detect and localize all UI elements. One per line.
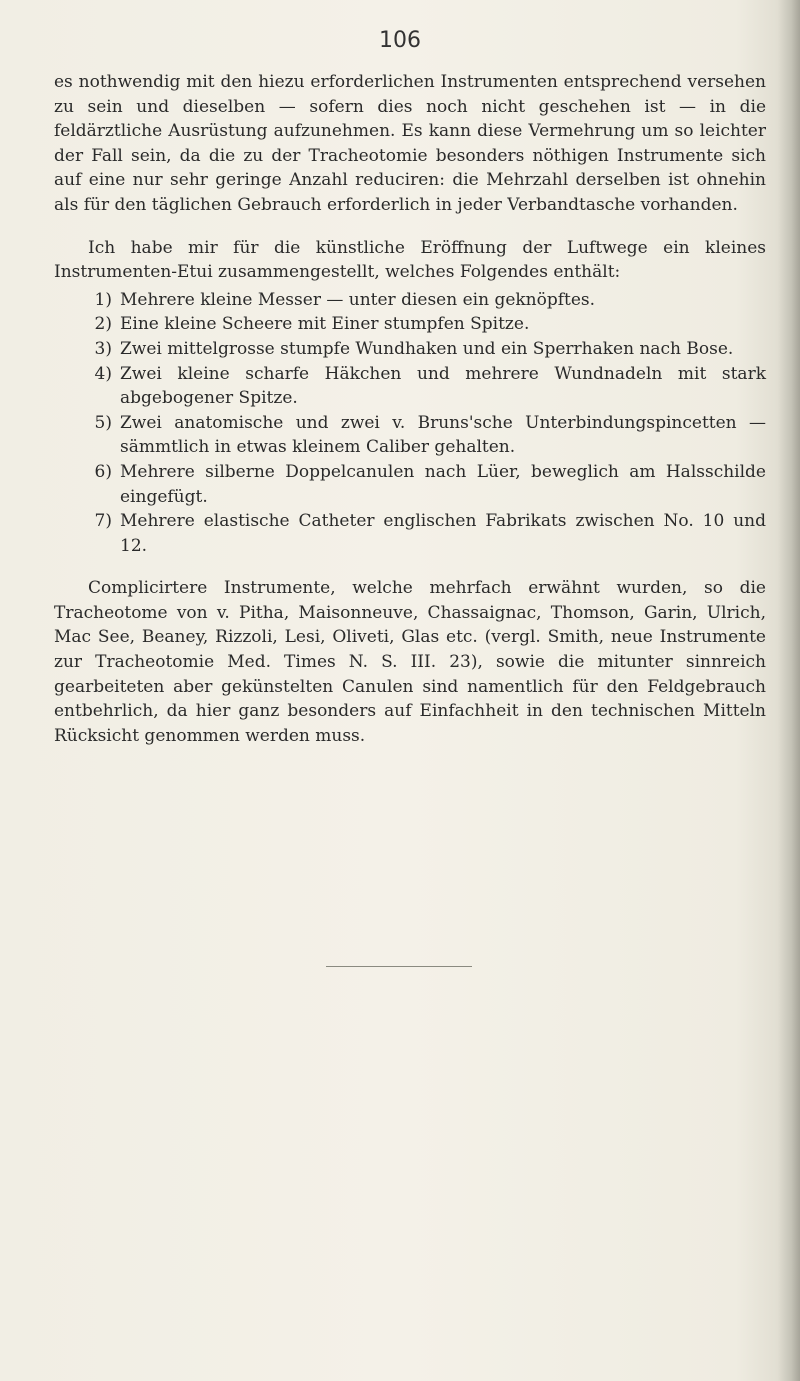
paragraph-2: Ich habe mir für die künstliche Eröffnung der Luftwege ein kleines Instrumenten-Etui zusammengestellt, welches Folgendes enthält: bbox=[54, 237, 766, 283]
list-item-text: Mehrere kleine Messer — unter diesen ein geknöpftes. bbox=[120, 289, 596, 310]
page-body bbox=[54, 70, 766, 748]
page-edge-shadow bbox=[778, 0, 800, 1381]
list-item bbox=[54, 288, 766, 313]
paragraph-1: es nothwendig mit den hiezu erforderlichen Instrumenten entsprechend versehen zu sein und dieselben — sofern dies noch nicht geschehen ist — in die feldärztliche Ausrüstung aufzunehmen. Es kann diese Vermehrung um so leichter der Fall sein, da die zu der Tracheotomie besonders nöthigen Instrumente sich auf eine nur sehr geringe Anzahl reduciren: die Mehrzahl derselben ist ohnehin als für den täglichen Gebrauch erforderlich in jeder Verbandtasche vorhanden. bbox=[54, 72, 766, 215]
list-item-number: 2) bbox=[94, 314, 112, 335]
list-item-text: Zwei anatomische und zwei v. Bruns'sche Unterbindungspincetten — sämmtlich in etwas kleinem Caliber gehalten. bbox=[120, 412, 766, 458]
list-item-number: 4) bbox=[94, 363, 112, 384]
list-item bbox=[54, 509, 766, 558]
list-item bbox=[54, 312, 766, 337]
list-item-text: Eine kleine Scheere mit Einer stumpfen Spitze. bbox=[120, 314, 530, 335]
list-item-number: 5) bbox=[94, 412, 112, 433]
list-item-text: Zwei mittelgrosse stumpfe Wundhaken und ein Sperrhaken nach Bose. bbox=[120, 338, 734, 359]
list-item-number: 3) bbox=[94, 338, 112, 359]
list-item bbox=[54, 337, 766, 362]
list-item bbox=[54, 411, 766, 460]
list-item-number: 1) bbox=[94, 289, 112, 310]
page-number: 106 bbox=[379, 28, 421, 53]
list-item-text: Mehrere silberne Doppelcanulen nach Lüer, beweglich am Halsschilde eingefügt. bbox=[120, 461, 766, 507]
list-item-text: Zwei kleine scharfe Häkchen und mehrere Wundnadeln mit stark abgebogener Spitze. bbox=[120, 363, 766, 409]
list-item bbox=[54, 460, 766, 509]
list-item bbox=[54, 362, 766, 411]
list-item-number: 7) bbox=[94, 511, 112, 532]
list-item-number: 6) bbox=[94, 461, 112, 482]
closing-paragraph: Complicirtere Instrumente, welche mehrfach erwähnt wurden, so die Tracheotome von v. Pitha, Maisonneuve, Chassaignac, Thomson, Garin, Ulrich, Mac See, Beaney, Rizzoli, Lesi, Oliveti, Glas etc. (vergl. Smith, neue Instrumente zur Tracheotomie Med. Times N. S. III. 23), sowie die mitunter sinnreich gearbeiteten aber gekünstelten Canulen sind namentlich für den Feldgebrauch entbehrlich, da hier ganz besonders auf Einfachheit in den technischen Mitteln Rücksicht genommen werden muss. bbox=[54, 578, 766, 746]
section-divider bbox=[326, 966, 472, 967]
instrument-list bbox=[54, 288, 766, 559]
list-item-text: Mehrere elastische Catheter englischen Fabrikats zwischen No. 10 und 12. bbox=[120, 511, 766, 556]
